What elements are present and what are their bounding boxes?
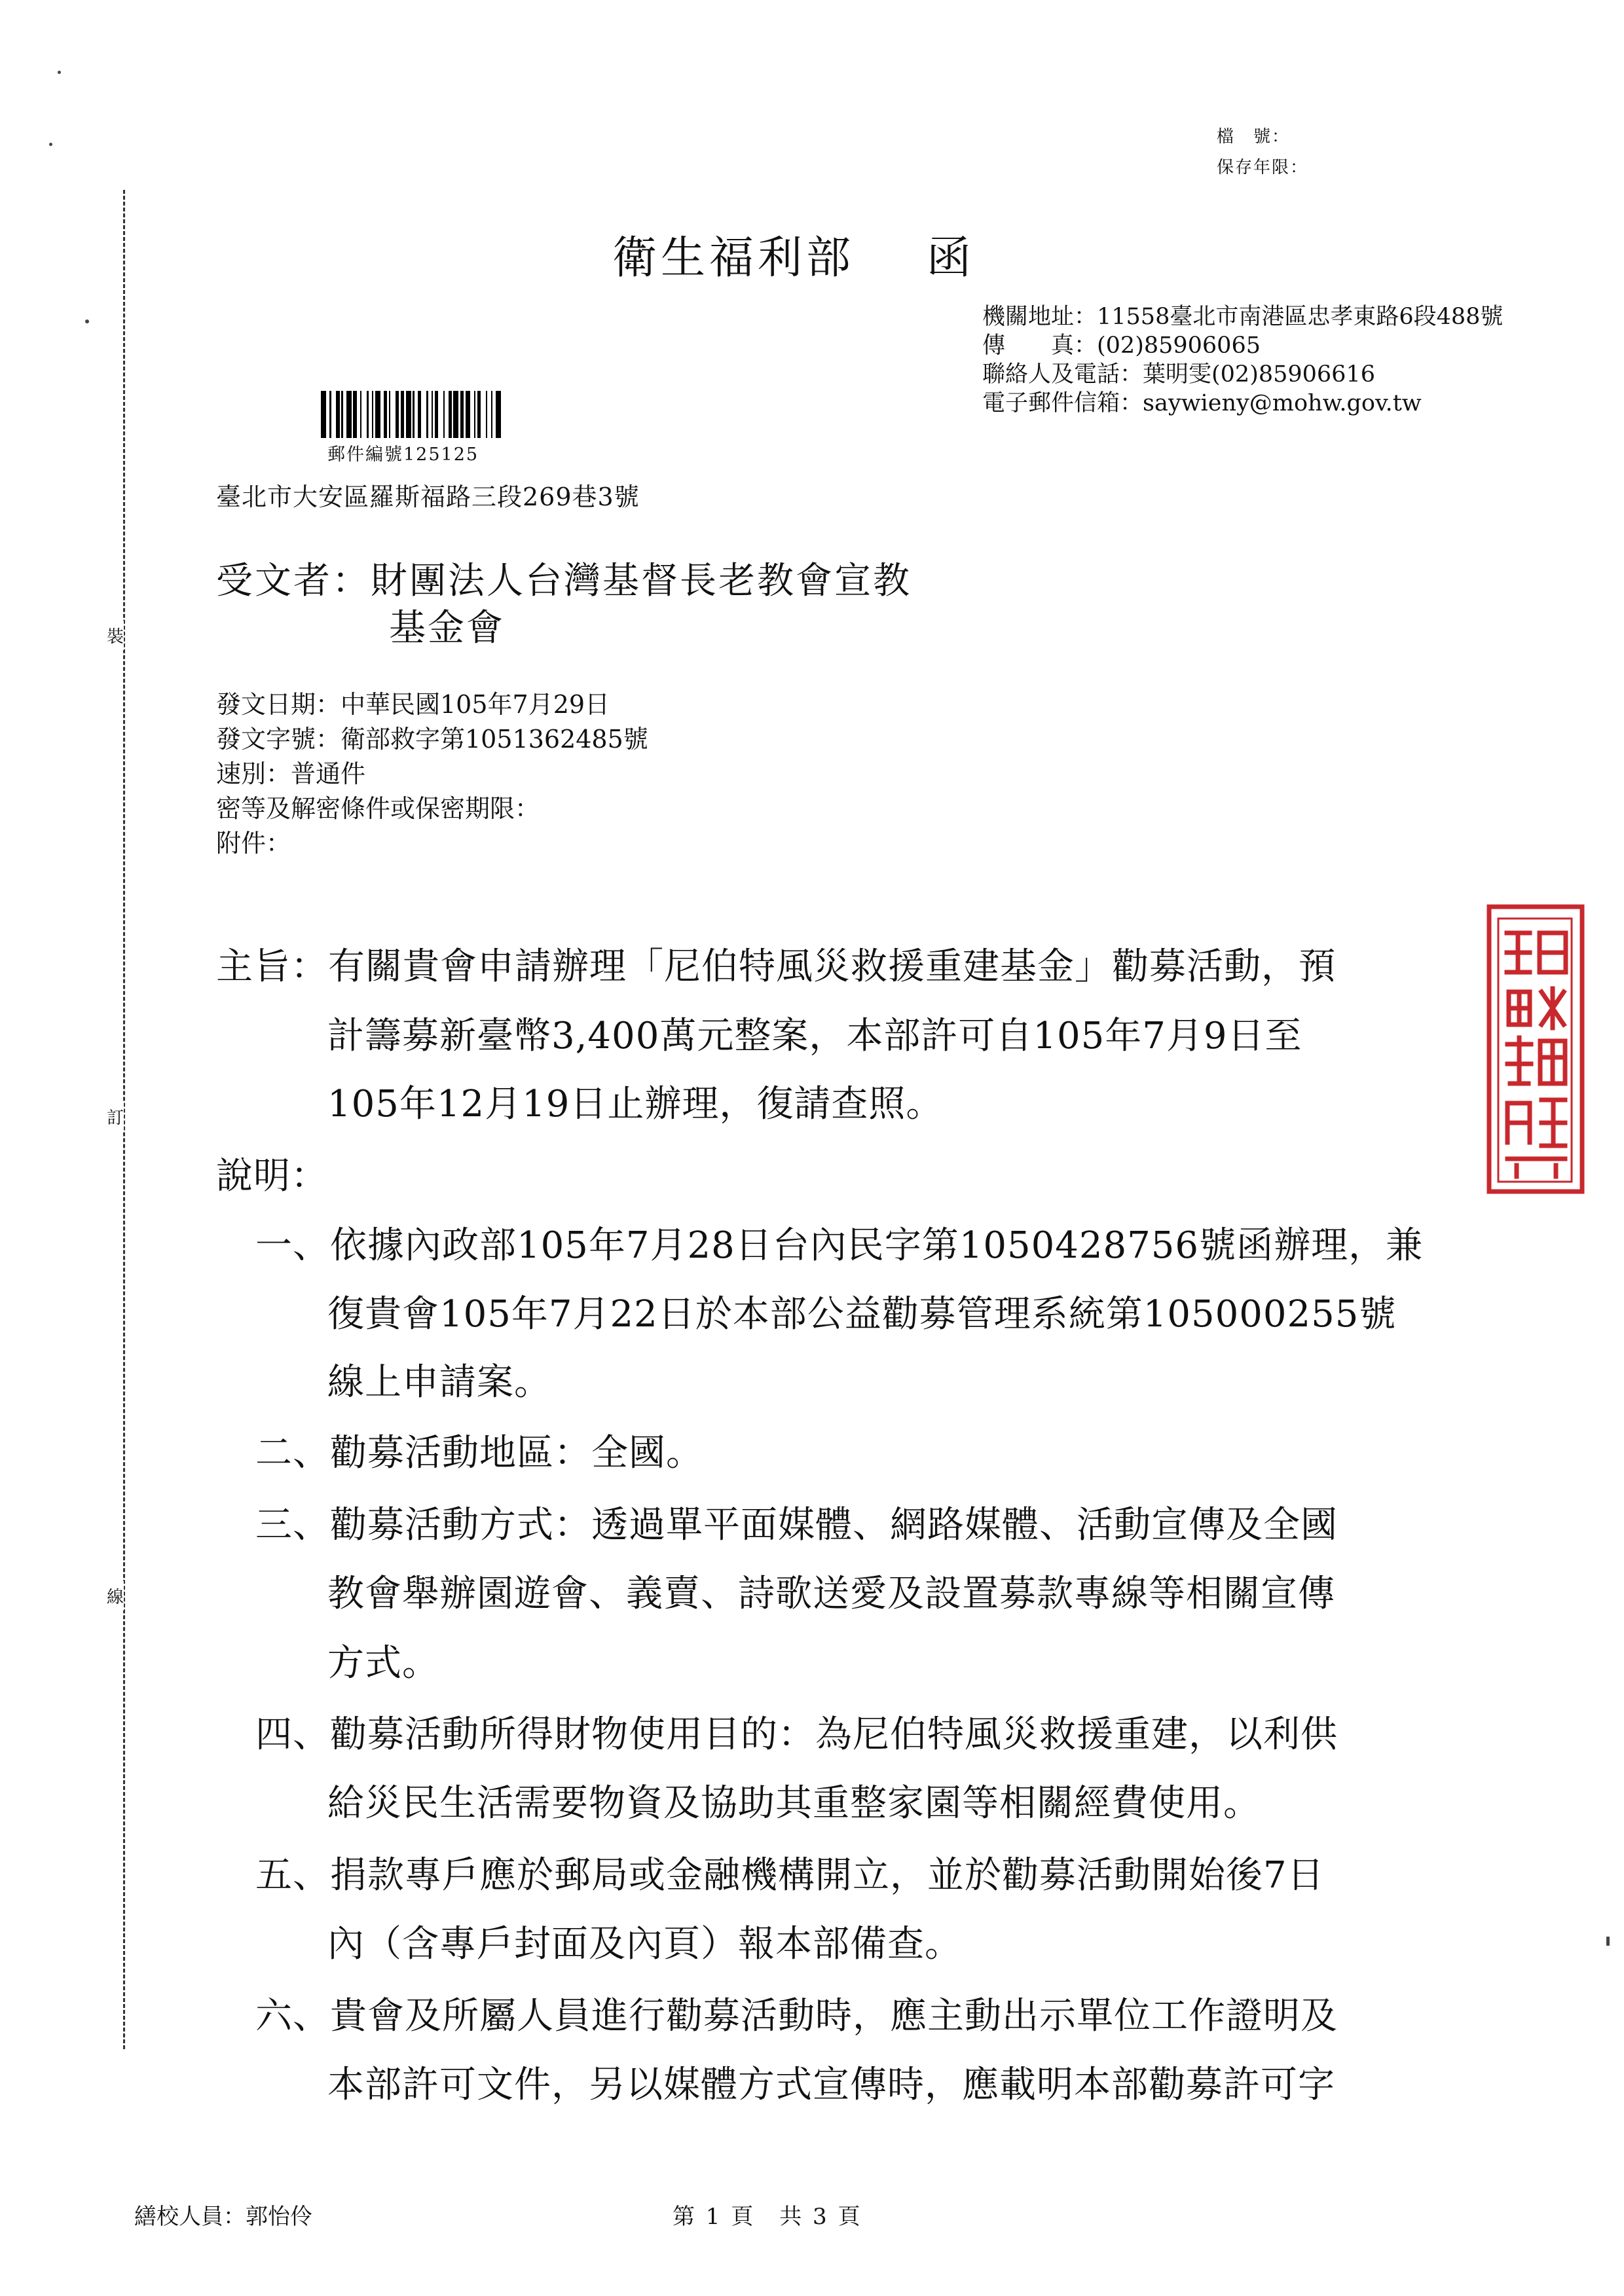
barcode-bar	[346, 391, 352, 438]
recipient-block	[216, 558, 912, 652]
barcode-bar	[466, 391, 471, 438]
explanation-item-3-line-3: 方式。	[327, 1642, 439, 1685]
contact-person-phone: 聯絡人及電話：葉明雯(02)85906616	[982, 361, 1375, 388]
explanation-item-4-line-2: 給災民生活需要物資及協助其重整家園等相關經費使用。	[327, 1782, 1261, 1825]
barcode-bar	[453, 391, 458, 438]
barcode-bar	[481, 391, 486, 438]
mail-post-code: 郵件編號125125	[327, 445, 479, 465]
document-type: 函	[927, 232, 976, 284]
barcode-bar	[390, 391, 396, 438]
explanation-item-2-line-1: 二、勸募活動地區：全國。	[255, 1432, 703, 1474]
document-title	[612, 223, 975, 286]
issue-number: 發文字號：衛部救字第1051362485號	[216, 725, 648, 754]
scan-speck	[85, 319, 89, 323]
file-number-label: 檔 號：	[1217, 127, 1291, 147]
binding-mark-xian: 線	[107, 1581, 124, 1611]
page-number: 第 1 頁 共 3 頁	[673, 2204, 862, 2230]
barcode-bar	[406, 391, 411, 438]
barcode-bar	[496, 391, 501, 438]
subject-line-1: 主旨：有關貴會申請辦理「尼伯特風災救援重建基金」勸募活動，預	[216, 945, 1336, 988]
barcode-bar	[501, 391, 503, 438]
explanation-item-3-line-1: 三、勸募活動方式：透過單平面媒體、網路媒體、活動宣傳及全國	[255, 1504, 1338, 1546]
explanation-item-1-line-1: 一、依據內政部105年7月28日台內民字第1050428756號函辦理，兼	[255, 1224, 1424, 1267]
barcode-bar	[331, 391, 337, 438]
binding-mark-zhuang: 裝	[107, 621, 124, 650]
proofreader: 繕校人員：郭怡伶	[134, 2204, 312, 2230]
barcode-bar	[375, 391, 380, 438]
explanation-item-4-line-1: 四、勸募活動所得財物使用目的：為尼伯特風災救援重建，以利供	[255, 1713, 1338, 1756]
recipient-address: 臺北市大安區羅斯福路三段269巷3號	[216, 483, 640, 511]
contact-email: 電子郵件信箱：saywieny@mohw.gov.tw	[982, 390, 1422, 416]
recipient-line-1: 受文者：財團法人台灣基督長老教會宣教	[216, 560, 912, 602]
explanation-item-6-line-2: 本部許可文件，另以媒體方式宣傳時，應載明本部勸募許可字	[327, 2064, 1335, 2106]
scan-speck	[1606, 1937, 1610, 1946]
explanation-item-5-line-1: 五、捐款專戶應於郵局或金融機構開立，並於勸募活動開始後7日	[255, 1854, 1325, 1897]
mail-barcode	[321, 391, 537, 438]
barcode-bar	[438, 391, 443, 438]
attachment: 附件：	[216, 829, 291, 858]
binding-mark-ding: 訂	[107, 1102, 124, 1131]
barcode-bar	[361, 391, 367, 438]
scan-speck	[58, 71, 61, 74]
subject-line-2: 計籌募新臺幣3,400萬元整案，本部許可自105年7月9日至	[327, 1015, 1302, 1057]
agency-address: 機關地址：11558臺北市南港區忠孝東路6段488號	[982, 304, 1504, 330]
barcode-bar	[421, 391, 426, 438]
explanation-item-1-line-2: 復貴會105年7月22日於本部公益勸募管理系統第105000255號	[327, 1293, 1397, 1336]
retention-period-label: 保存年限：	[1217, 158, 1309, 177]
explanation-item-5-line-2: 內（含專戶封面及內頁）報本部備查。	[327, 1923, 962, 1965]
subject-line-3: 105年12月19日止辦理，復請查照。	[327, 1083, 944, 1125]
explanation-item-6-line-1: 六、貴會及所屬人員進行勸募活動時，應主動出示單位工作證明及	[255, 1995, 1338, 2037]
explanation-item-1-line-3: 線上申請案。	[327, 1361, 551, 1404]
official-seal-stamp	[1484, 894, 1589, 1201]
delivery-speed: 速別：普通件	[216, 759, 366, 788]
barcode-bar	[321, 391, 326, 438]
issue-date: 發文日期：中華民國105年7月29日	[216, 690, 610, 719]
secrecy-level: 密等及解密條件或保密期限：	[216, 794, 540, 823]
explanation-heading: 說明：	[216, 1155, 328, 1197]
agency-fax: 傳 真：(02)85906065	[982, 333, 1261, 359]
scan-speck	[49, 143, 52, 146]
issue-info-block	[216, 687, 648, 861]
agency-contact-block	[982, 302, 1503, 418]
explanation-item-3-line-2: 教會舉辦園遊會、義賣、詩歌送愛及設置募款專線等相關宣傳	[327, 1573, 1335, 1615]
agency-name: 衛生福利部	[612, 232, 855, 284]
recipient-line-2: 基金會	[389, 607, 505, 649]
